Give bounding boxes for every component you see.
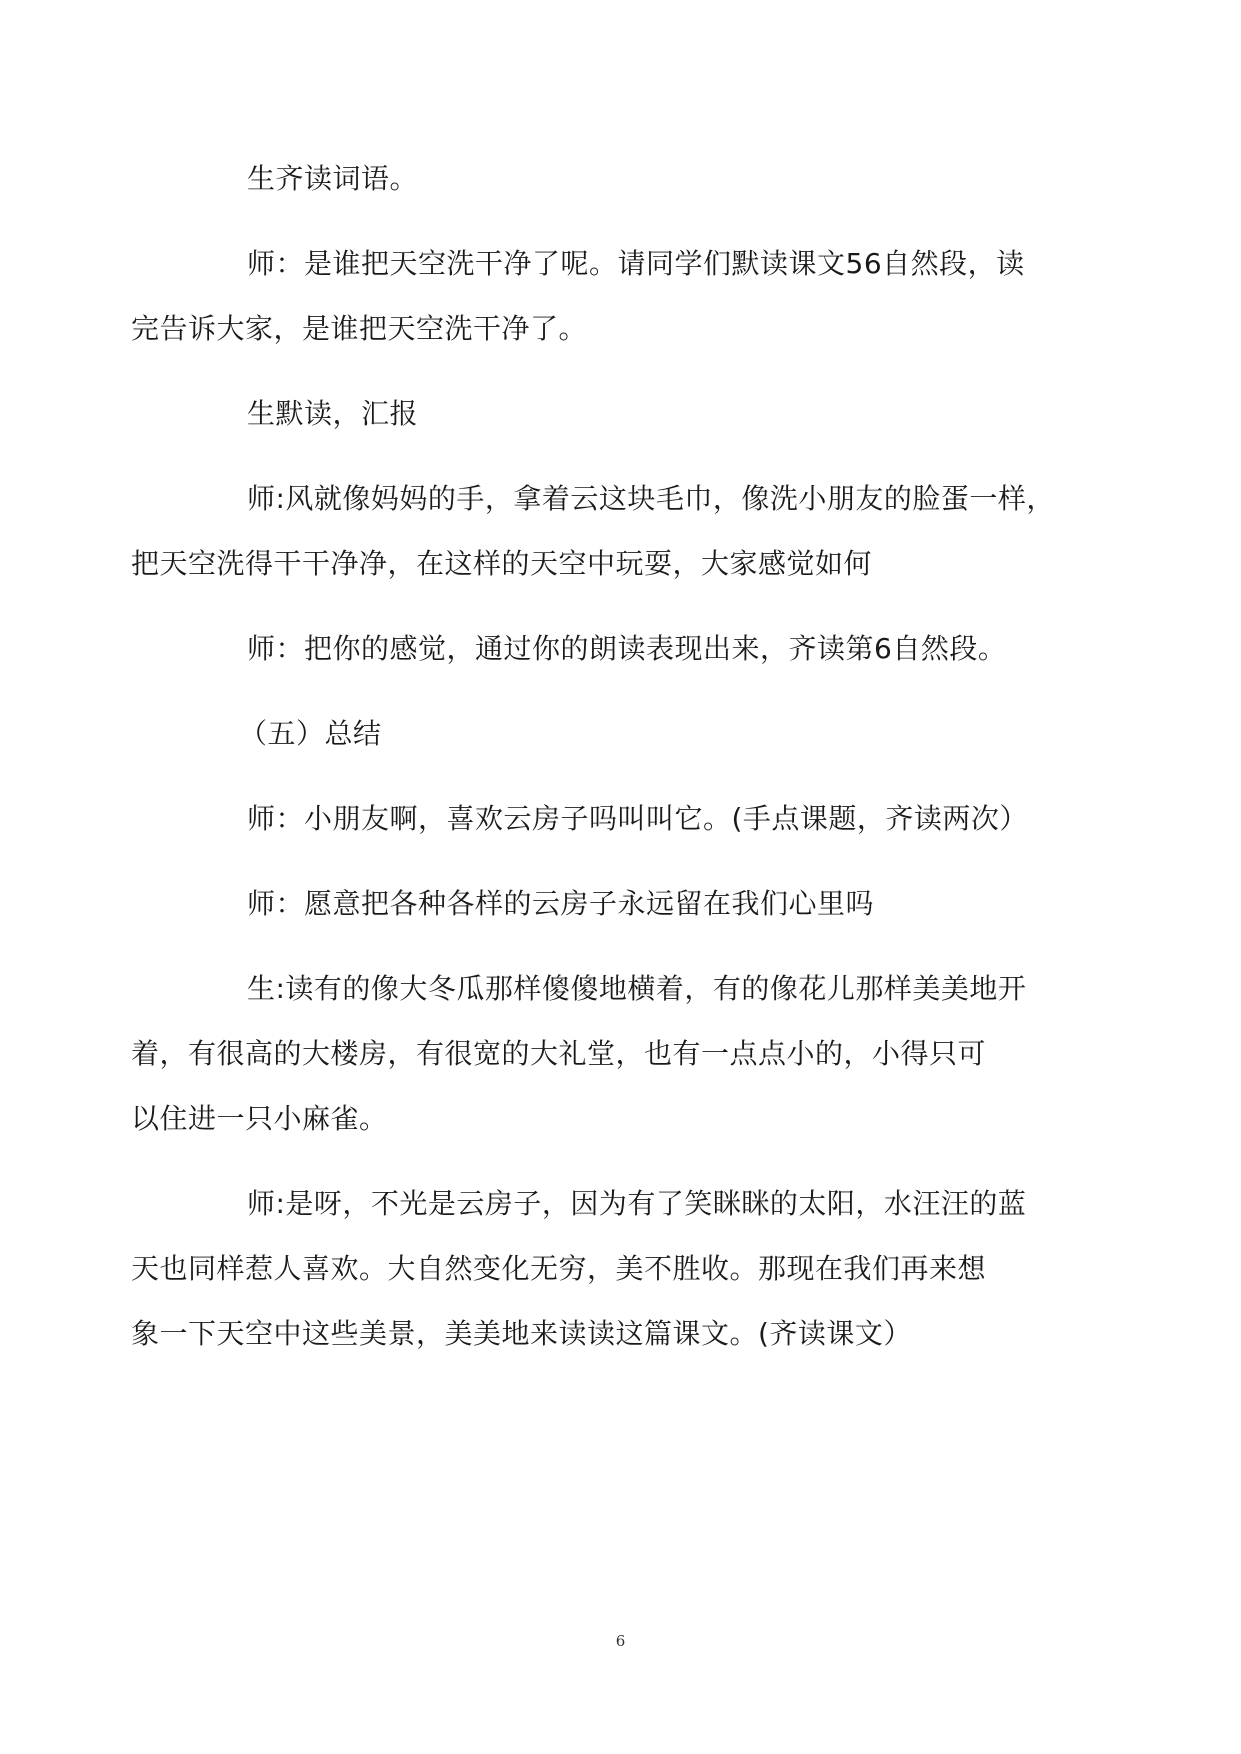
page-number: 6 <box>615 1632 626 1650</box>
text-line: 生默读，汇报 <box>247 397 419 430</box>
text-line: 师：小朋友啊，喜欢云房子吗叫叫它。(手点课题，齐读两次） <box>247 802 1028 835</box>
text-line: 师:是呀，不光是云房子，因为有了笑眯眯的太阳，水汪汪的蓝 <box>247 1187 1027 1220</box>
paragraph <box>131 466 1059 596</box>
text-line: （五）总结 <box>239 717 382 750</box>
text-line: 着，有很高的大楼房，有很宽的大礼堂，也有一点点小的，小得只可 <box>131 1037 987 1070</box>
text-line: 天也同样惹人喜欢。大自然变化无穷，美不胜收。那现在我们再来想 <box>131 1252 987 1285</box>
paragraph <box>131 1171 1059 1366</box>
section-heading <box>189 701 1059 766</box>
paragraph <box>131 231 1059 361</box>
text-line: 师:风就像妈妈的手，拿着云这块毛巾，像洗小朋友的脸蛋一样， <box>247 482 1055 515</box>
text-line: 师：把你的感觉，通过你的朗读表现出来，齐读第6自然段。 <box>247 632 1007 665</box>
text-line: 完告诉大家，是谁把天空洗干净了。 <box>131 312 588 345</box>
text-line: 生齐读词语。 <box>247 162 419 195</box>
paragraph <box>189 786 1059 851</box>
text-line: 生:读有的像大冬瓜那样傻傻地横着，有的像花儿那样美美地开 <box>247 972 1027 1005</box>
paragraph <box>189 381 1059 446</box>
paragraph <box>189 871 1059 936</box>
text-line: 象一下天空中这些美景，美美地来读读这篇课文。(齐读课文） <box>131 1317 912 1350</box>
paragraph <box>189 616 1059 681</box>
paragraph <box>189 146 1059 211</box>
text-line: 以住进一只小麻雀。 <box>131 1102 388 1135</box>
paragraph <box>131 956 1059 1151</box>
document-body <box>131 146 1059 1386</box>
text-line: 师：是谁把天空洗干净了呢。请同学们默读课文56自然段，读 <box>247 247 1025 280</box>
text-line: 把天空洗得干干净净，在这样的天空中玩耍，大家感觉如何 <box>131 547 873 580</box>
text-line: 师：愿意把各种各样的云房子永远留在我们心里吗 <box>247 887 875 920</box>
